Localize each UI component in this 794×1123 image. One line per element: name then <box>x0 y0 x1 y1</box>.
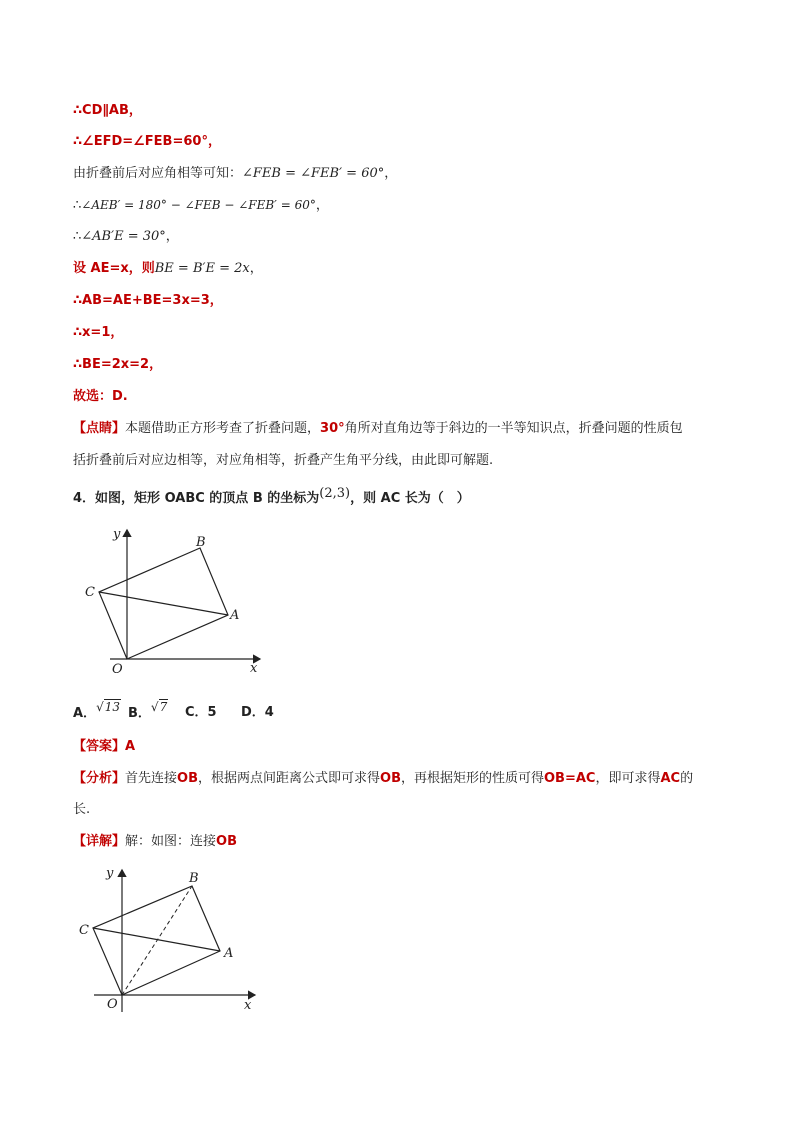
option-a-radical: √13 <box>96 700 120 714</box>
solution-line-1: ∴CD∥AB， <box>73 103 142 118</box>
solution-line-3-math: ∠FEB = ∠FEB′ = 60° <box>242 166 385 181</box>
analysis-text-i: 的 <box>680 771 694 786</box>
detail-text-a: 解：如图：连接 <box>125 834 217 849</box>
label-y: y <box>113 527 121 542</box>
solution-line-6-text: 设 AE=x，则 <box>73 261 155 276</box>
label-x: x <box>250 661 258 676</box>
solution-line-5 <box>73 228 179 246</box>
note-text-c: 角所对直角边等于斜边的一半等知识点，折叠问题的性质包 <box>344 421 683 436</box>
label-x-2: x <box>244 998 252 1013</box>
option-c: C．5 <box>185 705 217 720</box>
label-o: O <box>112 662 123 677</box>
solution-line-3-end: ， <box>384 166 398 181</box>
solution-line-5-prefix: ∴ <box>73 229 82 244</box>
question-text: 4．如图，矩形 OABC 的顶点 B 的坐标为 <box>73 491 320 506</box>
solution-line-4-prefix: ∴ <box>73 198 82 213</box>
question-4 <box>73 486 470 508</box>
solution-line-4 <box>73 196 329 215</box>
option-a <box>73 700 121 723</box>
question-coord: (2,3) <box>319 486 351 501</box>
detail-line <box>73 833 237 851</box>
note-text-b: 30° <box>320 421 345 436</box>
solution-line-4-math: ∠AEB′ = 180° − ∠FEB − ∠FEB′ = 60° <box>81 198 316 212</box>
figure-1 <box>80 522 270 682</box>
label-b: B <box>196 535 206 550</box>
analysis-line-1 <box>73 770 693 788</box>
analysis-text-c: ，根据两点间距离公式即可求得 <box>198 771 381 786</box>
solution-line-9: ∴BE=2x=2， <box>73 357 163 372</box>
note-line-1 <box>73 420 683 438</box>
option-d: D．4 <box>241 705 274 720</box>
solution-line-6-end: ， <box>249 261 263 276</box>
analysis-text-a: 首先连接 <box>125 771 178 786</box>
label-o-2: O <box>107 997 118 1012</box>
analysis-line-2: 长. <box>73 802 91 817</box>
label-y-2: y <box>106 866 114 881</box>
label-c: C <box>85 585 95 600</box>
solution-line-10: 故选：D. <box>73 389 128 404</box>
note-line-2: 括折叠前后对应边相等，对应角相等，折叠产生角平分线，由此即可解题. <box>73 453 494 468</box>
analysis-text-h: AC <box>660 771 681 786</box>
analysis-tag: 【分析】 <box>73 771 126 786</box>
option-a-label: A． <box>73 706 97 721</box>
option-b-value: 7 <box>159 700 168 714</box>
solution-line-6 <box>73 260 263 278</box>
option-b-label: B． <box>128 706 151 721</box>
diagonal-ac-2 <box>93 928 220 951</box>
solution-line-8: ∴x=1， <box>73 325 124 340</box>
analysis-text-e: ，再根据矩形的性质可得 <box>400 771 544 786</box>
analysis-text-f: OB=AC <box>544 771 596 786</box>
option-a-value: 13 <box>104 700 120 714</box>
solution-line-3-text: 由折叠前后对应角相等可知： <box>73 166 243 181</box>
detail-tag: 【详解】 <box>73 834 126 849</box>
solution-line-4-end: ， <box>315 198 329 213</box>
option-b-radical: √7 <box>150 700 168 714</box>
question-tail: ，则 AC 长为（ ） <box>350 491 470 506</box>
solution-line-7: ∴AB=AE+BE=3x=3， <box>73 293 223 308</box>
option-b <box>128 700 168 723</box>
solution-line-2: ∴∠EFD=∠FEB=60°， <box>73 134 221 149</box>
analysis-text-d: OB <box>380 771 401 786</box>
label-a: A <box>230 608 240 623</box>
note-text-a: 本题借助正方形考查了折叠问题， <box>125 421 321 436</box>
figure-2 <box>72 862 267 1022</box>
solution-line-5-math: ∠AB′E = 30° <box>81 229 166 244</box>
label-a-2: A <box>224 946 234 961</box>
answer-line <box>73 738 135 756</box>
label-c-2: C <box>79 923 89 938</box>
analysis-text-g: ，即可求得 <box>595 771 661 786</box>
answer-tag: 【答案】 <box>73 739 126 754</box>
label-b-2: B <box>189 871 199 886</box>
solution-line-3 <box>73 165 397 183</box>
solution-line-6-math: BE = B′E = 2x <box>154 261 250 276</box>
analysis-text-b: OB <box>177 771 198 786</box>
detail-text-b: OB <box>216 834 237 849</box>
answer-value: A <box>125 739 136 754</box>
solution-line-5-end: ， <box>165 229 179 244</box>
note-tag: 【点睛】 <box>73 421 126 436</box>
diagonal-ac <box>99 592 228 615</box>
